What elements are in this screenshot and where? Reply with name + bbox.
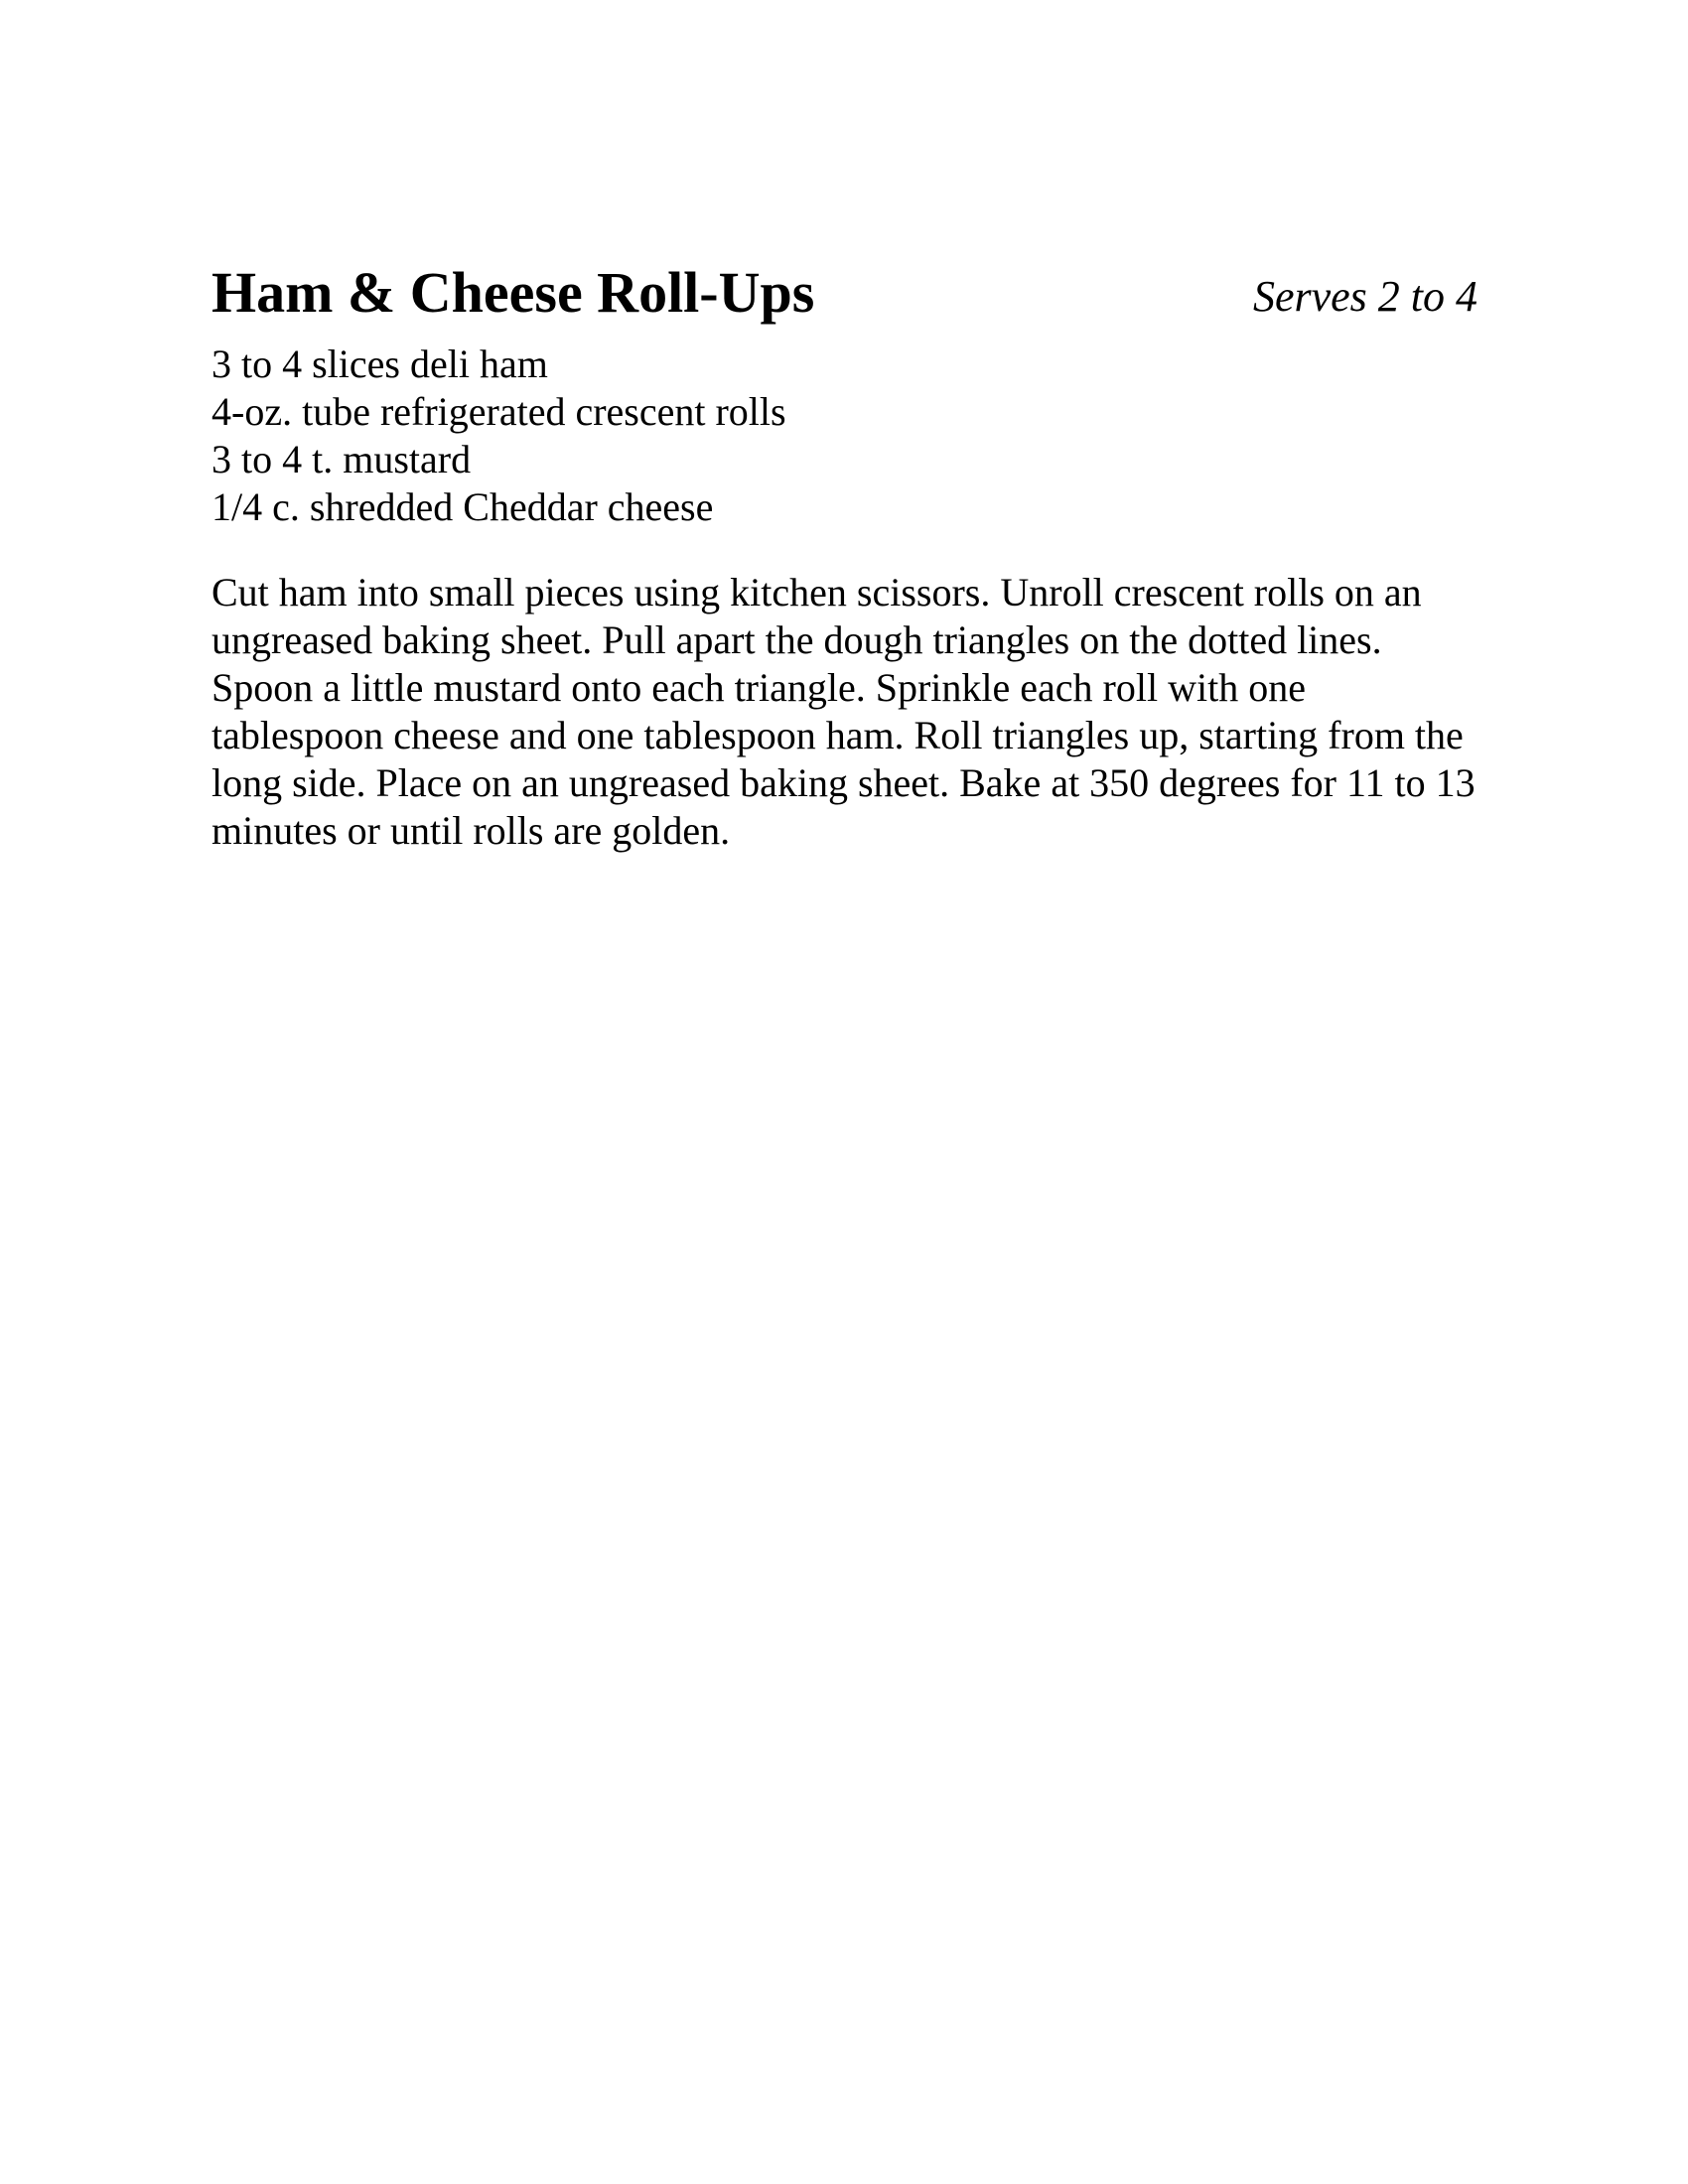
recipe-page: [211, 248, 1477, 855]
recipe-directions: Cut ham into small pieces using kitchen scissors. Unroll crescent rolls on an ungreased baking sheet. Pull apart the dough triangles on the dotted lines. Spoon a little mustard onto each triangle. Sprinkle each roll with one tablespoon cheese and one tablespoon ham. Roll triangles up, starting from the long side. Place on an ungreased baking sheet. Bake at 350 degrees for 11 to 13 minutes or until rolls are golden.: [211, 570, 1476, 853]
ingredient-item: 3 to 4 slices deli ham: [211, 341, 548, 386]
ingredient-item: 4-oz. tube refrigerated crescent rolls: [211, 389, 786, 434]
ingredient-list: [211, 341, 1477, 531]
ingredient-item: 1/4 c. shredded Cheddar cheese: [211, 484, 714, 529]
ingredient-item: 3 to 4 t. mustard: [211, 437, 472, 481]
recipe-title: Ham & Cheese Roll-Ups: [211, 260, 815, 325]
recipe-header: [211, 248, 1477, 338]
servings-note: Serves 2 to 4: [1252, 272, 1477, 321]
